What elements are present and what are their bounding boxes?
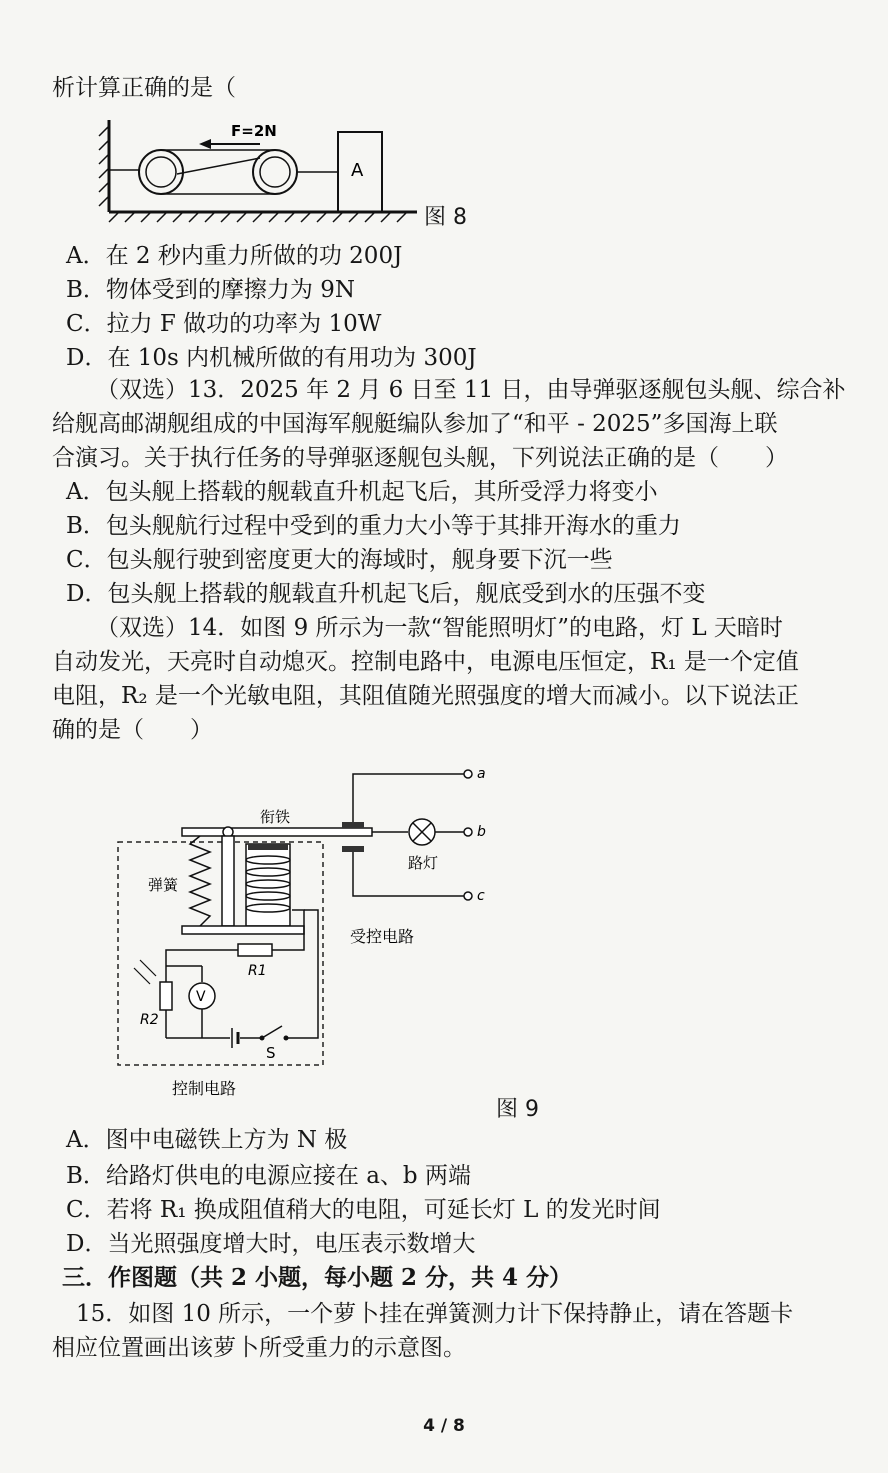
figure-9 — [110, 760, 510, 1105]
q12-option-a: A．在 2 秒内重力所做的功 200J — [66, 243, 403, 269]
lamp-label: 路灯 — [408, 854, 439, 872]
switch-label: S — [266, 1044, 276, 1062]
q15-line-1: 15．如图 10 所示，一个萝卜挂在弹簧测力计下保持静止，请在答题卡 — [76, 1301, 794, 1327]
terminal-c-label: c — [477, 888, 485, 904]
q13-option-b: B．包头舰航行过程中受到的重力大小等于其排开海水的重力 — [66, 513, 681, 539]
voltmeter-label: V — [196, 989, 206, 1005]
block-a-label: A — [351, 160, 364, 181]
q14-option-a: A．图中电磁铁上方为 N 极 — [66, 1127, 348, 1153]
q13-option-c: C．包头舰行驶到密度更大的海域时，舰身要下沉一些 — [66, 547, 613, 573]
q14-option-b: B．给路灯供电的电源应接在 a、b 两端 — [66, 1163, 471, 1189]
figure-8-caption: 图 8 — [424, 205, 467, 230]
r1-label: R1 — [248, 963, 267, 979]
q12-option-b: B．物体受到的摩擦力为 9N — [66, 277, 355, 303]
controlled-circuit-label: 受控电路 — [350, 927, 415, 946]
terminal-b-label: b — [477, 824, 486, 840]
armature-label: 衔铁 — [260, 808, 291, 826]
q15-line-2: 相应位置画出该萝卜所受重力的示意图。 — [52, 1335, 466, 1361]
q14-option-c: C．若将 R₁ 换成阻值稍大的电阻，可延长灯 L 的发光时间 — [66, 1197, 661, 1223]
q14-stem-line-2: 自动发光，天亮时自动熄灭。控制电路中，电源电压恒定，R₁ 是一个定值 — [52, 649, 799, 675]
terminal-a-label: a — [477, 766, 486, 782]
intro-line: 析计算正确的是（ — [52, 75, 236, 101]
q13-stem-line-3: 合演习。关于执行任务的导弹驱逐舰包头舰，下列说法正确的是（ ） — [52, 445, 788, 471]
q14-stem-line-4: 确的是（ ） — [52, 717, 213, 743]
q12-option-c: C．拉力 F 做功的功率为 10W — [66, 311, 382, 337]
force-label: F=2N — [231, 122, 277, 140]
q14-option-d: D．当光照强度增大时，电压表示数增大 — [66, 1231, 476, 1257]
q12-option-d: D．在 10s 内机械所做的有用功为 300J — [66, 345, 477, 371]
q13-option-a: A．包头舰上搭载的舰载直升机起飞后，其所受浮力将变小 — [66, 479, 658, 505]
r2-label: R2 — [140, 1012, 159, 1028]
q14-stem-line-1: （双选）14．如图 9 所示为一款“智能照明灯”的电路，灯 L 天暗时 — [96, 615, 783, 641]
figure-9-caption: 图 9 — [496, 1097, 539, 1122]
control-circuit-label: 控制电路 — [172, 1079, 237, 1098]
q13-option-d: D．包头舰上搭载的舰载直升机起飞后，舰底受到水的压强不变 — [66, 581, 706, 607]
q13-stem-line-2: 给舰高邮湖舰组成的中国海军舰艇编队参加了“和平 - 2025”多国海上联 — [52, 411, 778, 437]
section-3-heading: 三．作图题（共 2 小题，每小题 2 分，共 4 分） — [62, 1264, 573, 1291]
figure-8 — [95, 112, 435, 227]
spring-label: 弹簧 — [148, 876, 179, 894]
q13-stem-line-1: （双选）13．2025 年 2 月 6 日至 11 日，由导弹驱逐舰包头舰、综合补 — [96, 377, 846, 403]
q14-stem-line-3: 电阻，R₂ 是一个光敏电阻，其阻值随光照强度的增大而减小。以下说法正 — [52, 683, 799, 709]
page-number: 4 / 8 — [423, 1416, 465, 1436]
